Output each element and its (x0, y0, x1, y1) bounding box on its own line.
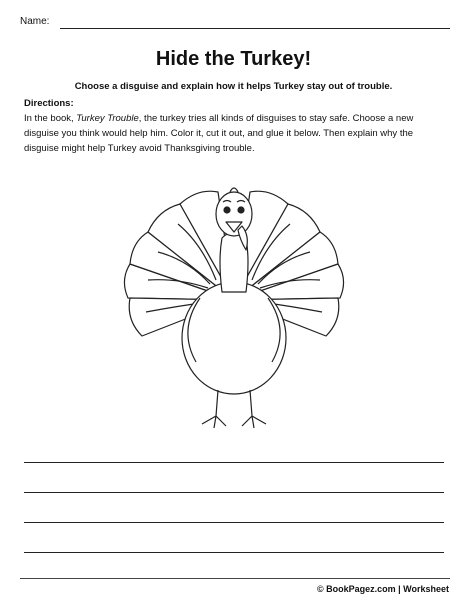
answer-line-2[interactable] (24, 492, 444, 493)
book-title: Turkey Trouble (76, 113, 139, 124)
directions-block (24, 96, 449, 156)
page-title: Hide the Turkey! (155, 48, 312, 70)
name-field-line[interactable] (60, 28, 450, 29)
answer-line-1[interactable] (24, 462, 444, 463)
turkey-illustration-icon (118, 180, 350, 435)
name-row (20, 14, 450, 32)
footer-divider (20, 578, 450, 579)
answer-line-3[interactable] (24, 522, 444, 523)
directions-text-end: , the turkey tries all kinds of disguises to stay safe. Choose a new disguise you think would help him. Color it, cut it out, and glue it below. Then explain why the disguise might help Turkey avoid Thanksgiving trouble. (24, 113, 414, 154)
page-subtitle: Choose a disguise and explain how it helps Turkey stay out of trouble. (74, 81, 393, 92)
directions-text-start: In the book, (24, 113, 77, 124)
answer-line-4[interactable] (24, 552, 444, 553)
footer-credit: © BookPagez.com | Worksheet (316, 584, 449, 594)
directions-heading: Directions: (24, 98, 74, 109)
name-label: Name: (20, 16, 50, 27)
